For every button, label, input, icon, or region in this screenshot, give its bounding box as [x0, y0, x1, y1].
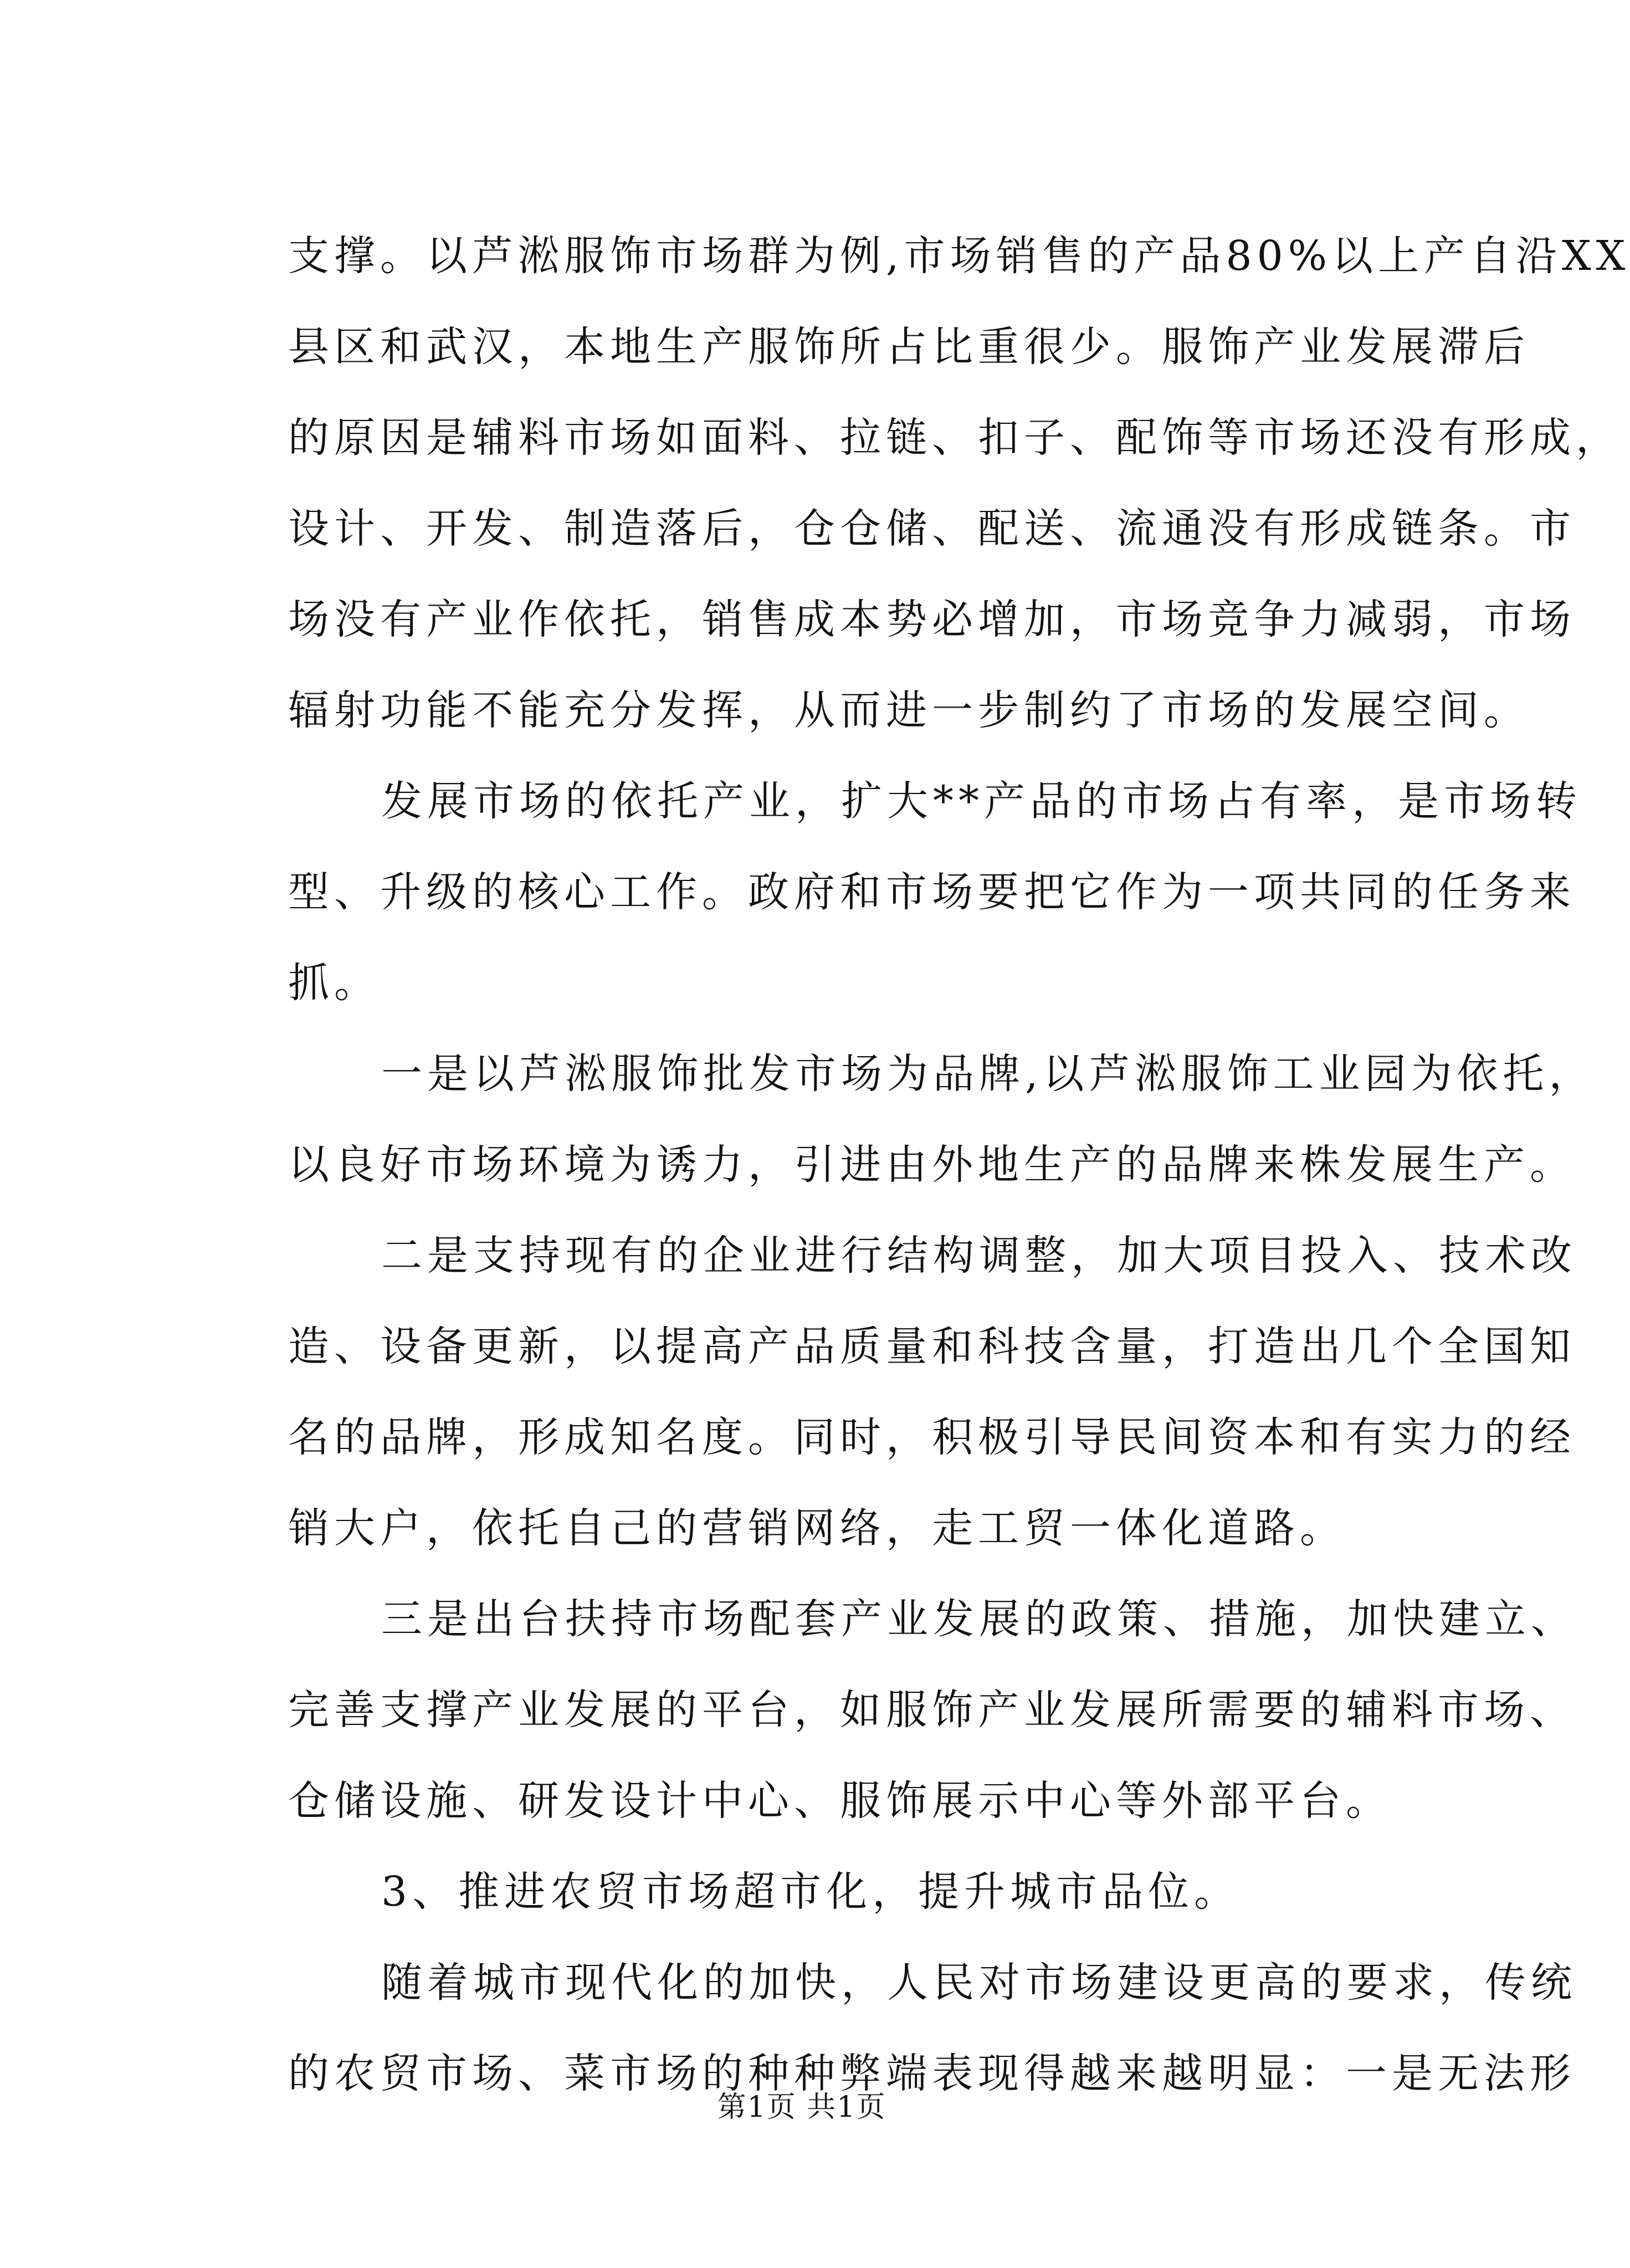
text-line: 造、设备更新，以提高产品质量和科技含量，打造出几个全国知 — [288, 1323, 1576, 1370]
text-line: 辐射功能不能充分发挥，从而进一步制约了市场的发展空间。 — [288, 687, 1530, 734]
text-line: 的原因是辅料市场如面料、拉链、扣子、配饰等市场还没有形成， — [288, 414, 1622, 462]
page-footer: 第1页 共1页 — [717, 2091, 886, 2124]
paragraph-first-line: 二是支持现有的企业进行结构调整，加大项目投入、技术改 — [381, 1232, 1577, 1279]
text-line: 支撑。以芦淞服饰市场群为例,市场销售的产品80%以上产自沿XX — [288, 232, 1630, 280]
text-line: 抓。 — [288, 959, 380, 1007]
text-line: 完善支撑产业发展的平台，如服饰产业发展所需要的辅料市场、 — [288, 1686, 1576, 1734]
text-line: 的农贸市场、菜市场的种种弊端表现得越来越明显：一是无法形 — [288, 2050, 1576, 2097]
paragraph-first-line: 发展市场的依托产业，扩大**产品的市场占有率，是市场转 — [381, 777, 1582, 825]
paragraph-first-line: 三是出台扶持市场配套产业发展的政策、措施，加快建立、 — [381, 1595, 1577, 1643]
text-line: 名的品牌，形成知名度。同时，积极引导民间资本和有实力的经 — [288, 1414, 1576, 1461]
text-line: 县区和武汉，本地生产服饰所占比重很少。服饰产业发展滞后 — [288, 323, 1530, 371]
text-line: 场没有产业作依托，销售成本势必增加，市场竞争力减弱，市场 — [288, 596, 1576, 643]
document-body — [288, 211, 1630, 2119]
section-heading: 3、推进农贸市场超市化，提升城市品位。 — [381, 1868, 1241, 1916]
paragraph-first-line: 随着城市现代化的加快，人民对市场建设更高的要求，传统 — [381, 1959, 1577, 2006]
text-line: 销大户，依托自己的营销网络，走工贸一体化道路。 — [288, 1504, 1346, 1552]
text-line: 设计、开发、制造落后，仓仓储、配送、流通没有形成链条。市 — [288, 505, 1576, 552]
text-line: 型、升级的核心工作。政府和市场要把它作为一项共同的任务来 — [288, 868, 1576, 916]
text-line: 仓储设施、研发设计中心、服饰展示中心等外部平台。 — [288, 1777, 1392, 1825]
paragraph-first-line: 一是以芦淞服饰批发市场为品牌,以芦淞服饰工业园为依托， — [381, 1050, 1595, 1098]
text-line: 以良好市场环境为诱力，引进由外地生产的品牌来株发展生产。 — [288, 1141, 1576, 1189]
